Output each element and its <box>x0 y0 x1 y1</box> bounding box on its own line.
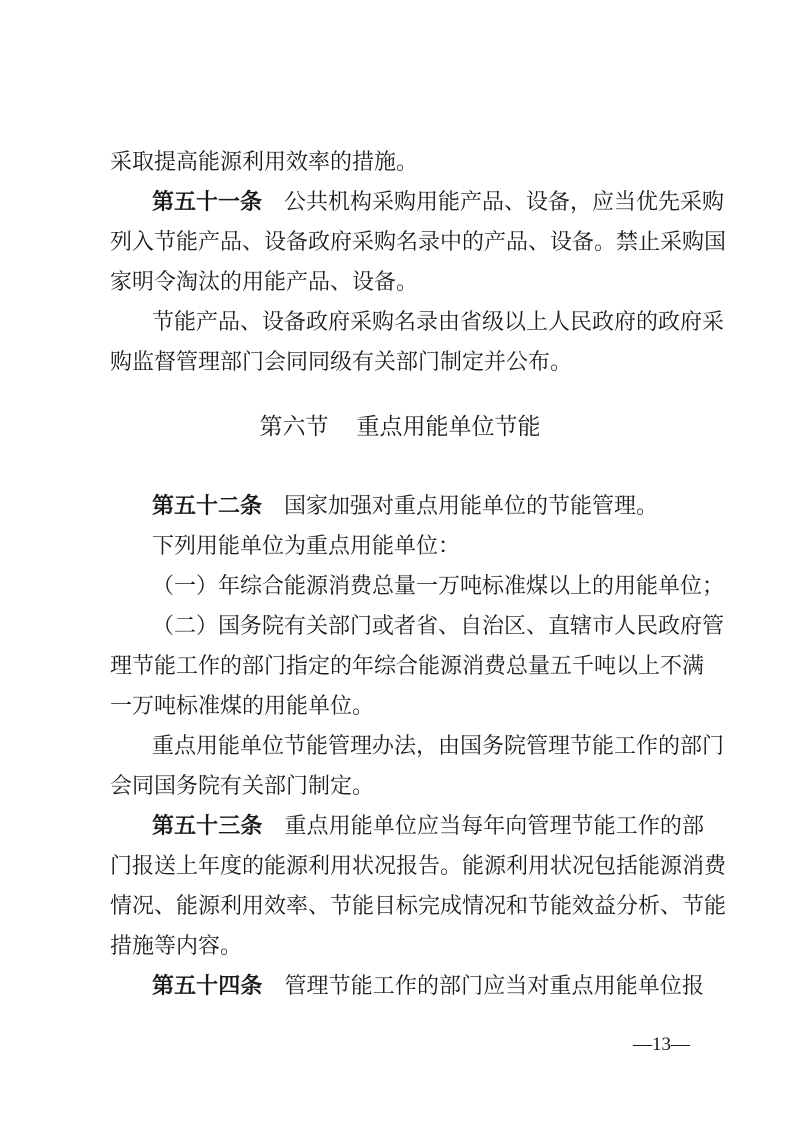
section-heading <box>0 412 800 442</box>
paragraph-line: 会同国务院有关部门制定。 <box>110 774 375 799</box>
page-number: —13— <box>633 1034 690 1055</box>
section-title: 重点用能单位节能 <box>356 414 541 440</box>
article-52-line <box>152 492 704 522</box>
paragraph-line: 列入节能产品、设备政府采购名录中的产品、设备。禁止采购国 <box>110 230 727 255</box>
paragraph-text: 管理节能工作的部门应当对重点用能单位报 <box>284 974 704 999</box>
list-item: （一）年综合能源消费总量一万吨标准煤以上的用能单位； <box>152 574 725 599</box>
section-number: 第六节 <box>259 414 329 440</box>
paragraph-line: 措施等内容。 <box>110 934 243 959</box>
paragraph-line: 采取提高能源利用效率的措施。 <box>110 150 419 175</box>
article-54-title: 第五十四条 <box>152 974 263 999</box>
article-53-line <box>152 812 704 842</box>
paragraph-text: 重点用能单位应当每年向管理节能工作的部 <box>284 814 704 839</box>
list-item: （二）国务院有关部门或者省、自治区、直辖市人民政府管 <box>152 614 725 639</box>
paragraph-line: 门报送上年度的能源利用状况报告。能源利用状况包括能源消费 <box>110 854 727 879</box>
article-52-title: 第五十二条 <box>152 494 263 519</box>
paragraph-line: 购监督管理部门会同同级有关部门制定并公布。 <box>110 350 573 375</box>
paragraph-line: 家明令淘汰的用能产品、设备。 <box>110 270 419 295</box>
article-53-title: 第五十三条 <box>152 814 263 839</box>
paragraph-text: 国家加强对重点用能单位的节能管理。 <box>284 494 659 519</box>
paragraph-line: 下列用能单位为重点用能单位： <box>152 534 461 559</box>
paragraph-line: 情况、能源利用效率、节能目标完成情况和节能效益分析、节能 <box>110 894 727 919</box>
paragraph-line: 重点用能单位节能管理办法，由国务院管理节能工作的部门 <box>152 734 725 759</box>
paragraph-line: 节能产品、设备政府采购名录由省级以上人民政府的政府采 <box>152 310 725 335</box>
paragraph-line: 理节能工作的部门指定的年综合能源消费总量五千吨以上不满 <box>110 654 705 679</box>
article-54-line <box>152 972 704 1002</box>
paragraph-text: 公共机构采购用能产品、设备，应当优先采购 <box>284 190 725 215</box>
article-51-title: 第五十一条 <box>152 190 263 215</box>
paragraph-line: 一万吨标准煤的用能单位。 <box>110 694 375 719</box>
article-51-line <box>152 188 725 218</box>
